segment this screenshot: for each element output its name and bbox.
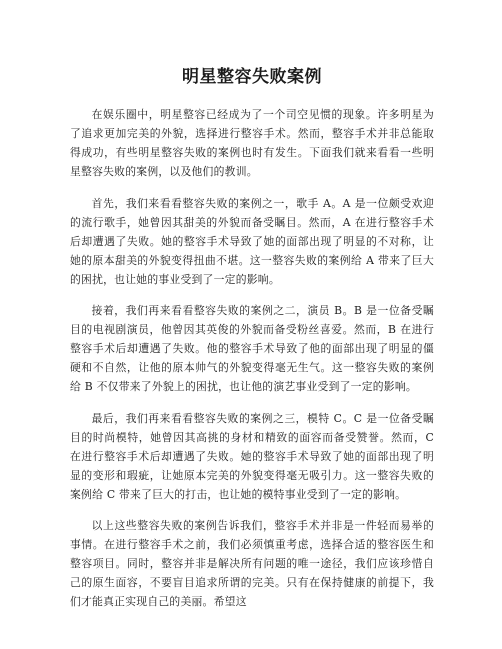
- document-title: 明星整容失败案例: [182, 67, 322, 87]
- paragraph-intro: 在娱乐圈中，明星整容已经成为了一个司空见惯的现象。许多明星为了追求更加完美的外貌，选择进行整容手术。然而，整容手术并非总能取得成功，有些明星整容失败的案例也时有发生。下面我们就来看看一些明星整容失败的案例，以及他们的教训。: [70, 108, 434, 178]
- paragraph-case-actor-b: 接着，我们再来看看整容失败的案例之二，演员 B。B 是一位备受瞩目的电视剧演员，他曾因其英俊的外貌而备受粉丝喜爱。然而，B 在进行整容手术后却遭遇了失败。他的整容手术导致了他的面部出现了明显的僵硬和不自然，让他的原本帅气的外貌变得毫无生气。这一整容失败的案例给 B 不仅带来了外貌上的困扰，也让他的演艺事业受到了一定的影响。: [70, 304, 434, 393]
- document-body: [70, 105, 434, 608]
- paragraph-case-model-c: 最后，我们再来看看整容失败的案例之三，模特 C。C 是一位备受瞩目的时尚模特，她曾因其高挑的身材和精致的面容而备受赞誉。然而，C 在进行整容手术后却遭遇了失败。她的整容手术导致了她的面部出现了明显的变形和瑕疵，让她原本完美的外貌变得毫无吸引力。这一整容失败的案例给 C 带来了巨大的打击，也让她的模特事业受到了一定的影响。: [70, 411, 434, 501]
- paragraph-case-singer-a: 首先，我们来看看整容失败的案例之一，歌手 A。A 是一位颇受欢迎的流行歌手，她曾因其甜美的外貌而备受瞩目。然而，A 在进行整容手术后却遭遇了失败。她的整容手术导致了她的面部出现了明显的不对称，让她的原本甜美的外貌变得扭曲不堪。这一整容失败的案例给 A 带来了巨大的困扰，也让她的事业受到了一定的影响。: [70, 196, 434, 286]
- paragraph-conclusion: 以上这些整容失败的案例告诉我们，整容手术并非是一件轻而易举的事情。在进行整容手术之前，我们必须慎重考虑，选择合适的整容医生和整容项目。同时，整容并非是解决所有问题的唯一途径，我们应该珍惜自己的原生面容，不要盲目追求所谓的完美。只有在保持健康的前提下，我们才能真正实现自己的美丽。希望这: [70, 519, 434, 608]
